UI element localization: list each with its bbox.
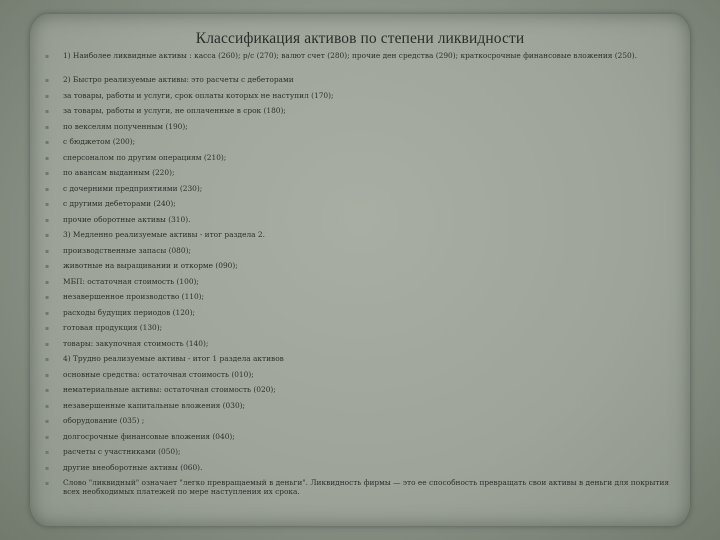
list-item-text: долгосрочные финансовые вложения (040); — [63, 431, 235, 441]
bullet-icon: ▪ — [45, 154, 50, 162]
bullet-icon: ▪ — [45, 433, 50, 441]
list-item-text: за товары, работы и услуги, срок оплаты которых не наступил (170); — [63, 90, 334, 100]
list-item — [40, 324, 680, 340]
bullet-icon: ▪ — [45, 294, 50, 301]
list-item — [40, 479, 680, 503]
list-item-text: 2) Быстро реализуемые активы: это расчеты с дебеторами — [63, 75, 294, 84]
list-item-text: с дочерними предприятиями (230); — [63, 183, 203, 193]
list-item-text: незавершенное производство (110); — [63, 292, 205, 301]
bullet-icon: ▪ — [45, 309, 50, 317]
list-item-text: МБП: остаточная стоимость (100); — [63, 276, 199, 286]
list-item — [40, 417, 680, 433]
list-item-text: с бюджетом (200); — [63, 137, 136, 146]
page-title: Классификация активов по степени ликвидности — [195, 30, 525, 47]
list-item — [40, 386, 680, 402]
list-item-text: прочие оборотные активы (310). — [63, 214, 191, 224]
bullet-icon: ▪ — [45, 170, 50, 177]
list-item — [40, 92, 680, 108]
list-item-text: сперсоналом по другим операциям (210); — [63, 152, 227, 162]
bullet-icon: ▪ — [45, 402, 50, 410]
bullet-icon: ▪ — [45, 278, 50, 286]
list-item — [40, 278, 680, 294]
list-item — [40, 433, 680, 449]
bullet-icon: ▪ — [45, 123, 50, 131]
list-item-text: 3) Медленно реализуемые активы - итог раздела 2. — [63, 230, 265, 239]
list-item — [40, 402, 680, 418]
list-item — [40, 76, 680, 92]
bullet-icon: ▪ — [45, 340, 50, 348]
list-item-text: товары: закупочная стоимость (140); — [63, 338, 209, 348]
bullet-icon: ▪ — [45, 325, 50, 332]
bullet-icon: ▪ — [45, 232, 50, 239]
list-item-text: расчеты с участниками (050); — [63, 447, 181, 456]
bullet-icon: ▪ — [45, 449, 50, 456]
list-item-text: производственные запасы (080); — [63, 245, 191, 255]
list-item-text: 1) Наиболее ликвидные активы : касса (260); р/с (270); валют счет (280); прочие ден средства (290); краткосрочные финансовые вложения (250). — [63, 51, 637, 60]
bullet-icon: ▪ — [45, 356, 50, 363]
list-item — [40, 185, 680, 201]
bullet-icon: ▪ — [45, 201, 50, 208]
bullet-icon: ▪ — [45, 216, 50, 224]
list-item-text: другие внеоборотные активы (060). — [63, 462, 203, 472]
list-item — [40, 216, 680, 232]
bullet-icon: ▪ — [45, 53, 50, 60]
list-item-text: Слово "ликвидный" означает "легко превращаемый в деньги". Ликвидность фирмы — это ее способность превращать свои активы в деньги для покрытия всех необходимых платежей по мере наступления их срока. — [63, 478, 670, 496]
list-item — [40, 340, 680, 356]
list-item-text: нематериальные активы: остаточная стоимость (020); — [63, 385, 276, 394]
bullet-icon: ▪ — [45, 464, 50, 472]
list-item-text: 4) Трудно реализуемые активы - итог 1 раздела активов — [63, 354, 284, 363]
bullet-icon: ▪ — [45, 387, 50, 394]
bullet-icon: ▪ — [45, 108, 50, 115]
bullet-icon: ▪ — [45, 77, 50, 84]
bullet-icon: ▪ — [45, 418, 50, 425]
bullet-icon: ▪ — [45, 480, 50, 487]
list-item-text: незавершенные капитальные вложения (030); — [63, 400, 246, 410]
list-item-text: по авансам выданным (220); — [63, 168, 175, 177]
bullet-icon: ▪ — [45, 247, 50, 255]
bullet-icon: ▪ — [45, 139, 50, 146]
list-item — [40, 154, 680, 170]
list-item — [40, 52, 680, 76]
list-item — [40, 231, 680, 247]
list-item — [40, 448, 680, 464]
list-item — [40, 355, 680, 371]
list-item — [40, 200, 680, 216]
bullet-icon: ▪ — [45, 92, 50, 100]
bullet-list — [40, 52, 680, 503]
list-item-text: по векселям полученным (190); — [63, 121, 188, 131]
list-item — [40, 371, 680, 387]
bullet-icon: ▪ — [45, 185, 50, 193]
list-item — [40, 107, 680, 123]
list-item — [40, 262, 680, 278]
list-item — [40, 293, 680, 309]
list-item — [40, 169, 680, 185]
list-item-text: основные средства: остаточная стоимость (010); — [63, 369, 254, 379]
list-item — [40, 138, 680, 154]
list-item — [40, 464, 680, 480]
bullet-icon: ▪ — [45, 263, 50, 270]
list-item-text: за товары, работы и услуги, не оплаченные в срок (180); — [63, 106, 286, 115]
list-item-text: животные на выращивании и откорме (090); — [63, 261, 238, 270]
list-item — [40, 123, 680, 139]
list-item-text: готовая продукция (130); — [63, 323, 163, 332]
list-item-text: оборудование (035) ; — [63, 416, 145, 425]
list-item-text: с другими дебеторами (240); — [63, 199, 176, 208]
list-item — [40, 247, 680, 263]
list-item-text: расходы будущих периодов (120); — [63, 307, 195, 317]
list-item — [40, 309, 680, 325]
bullet-icon: ▪ — [45, 371, 50, 379]
